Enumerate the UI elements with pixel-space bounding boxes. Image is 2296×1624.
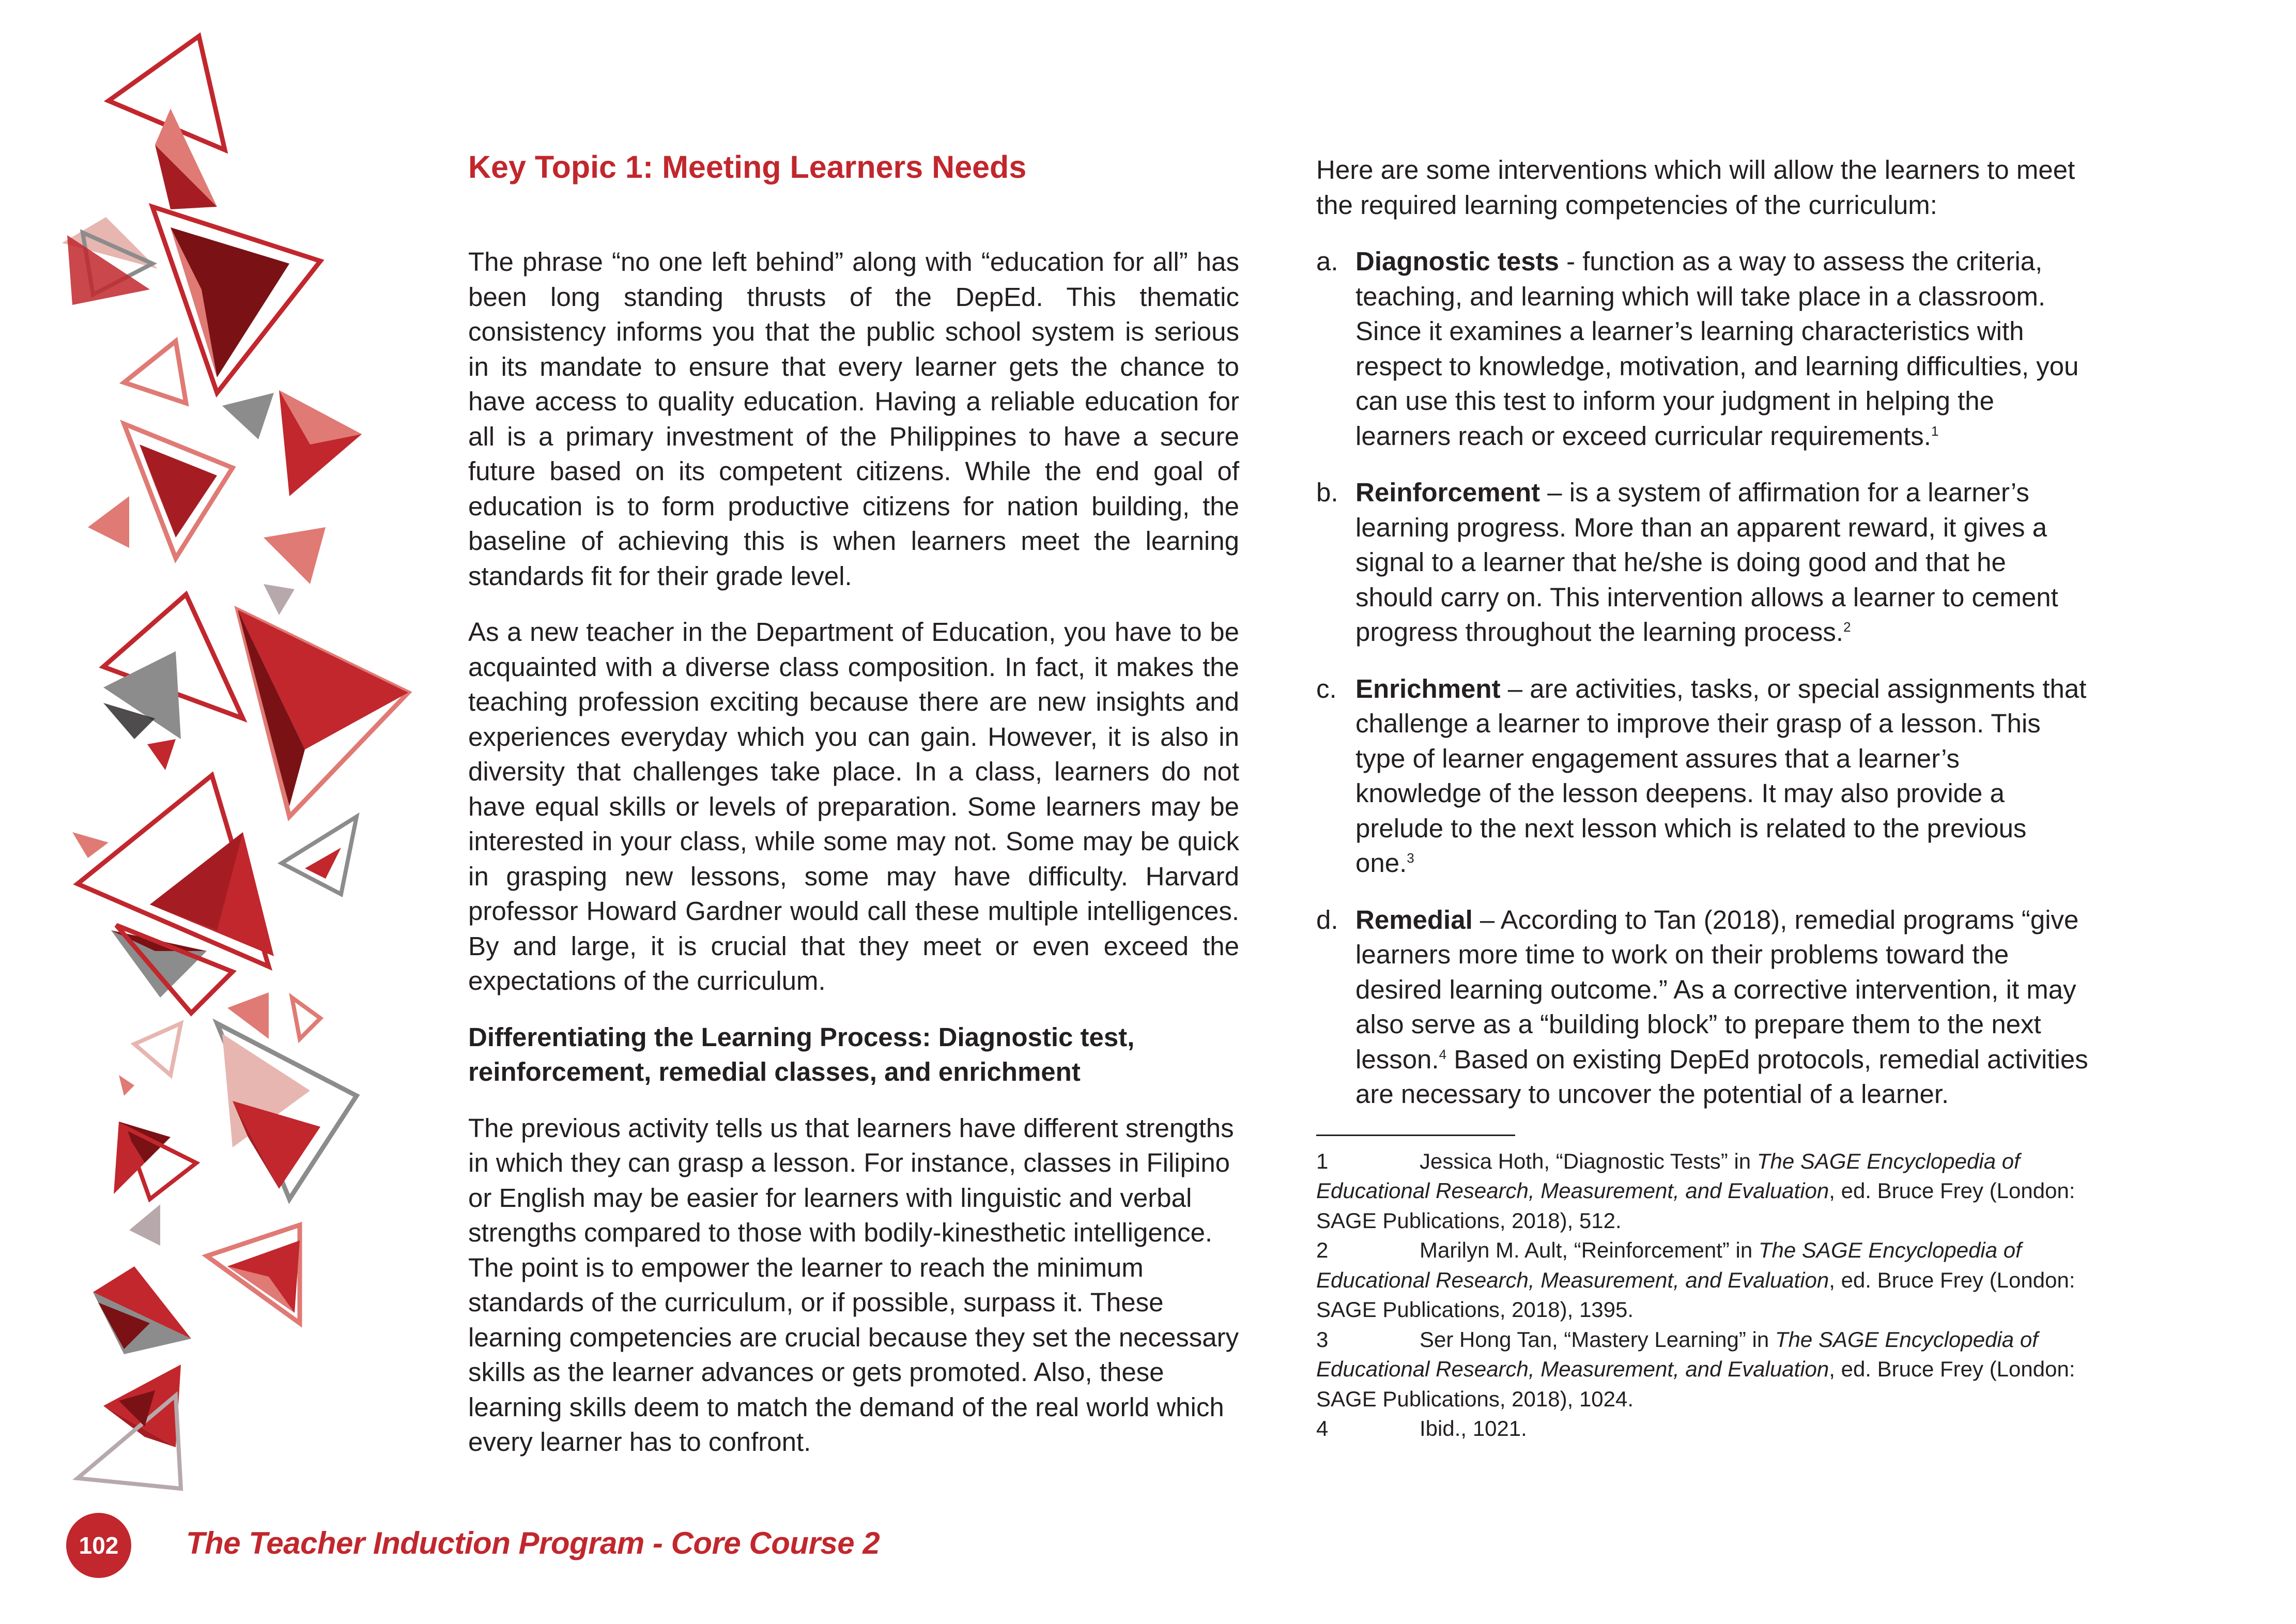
footnote-source-title: The SAGE Encyclopedia of Educational Research, Measurement, and Evaluation <box>1316 1148 2020 1203</box>
triangle-pattern-decoration <box>0 0 465 1624</box>
footnote-2 <box>1316 1235 2089 1325</box>
item-body <box>1355 902 2089 1112</box>
footnote-1 <box>1316 1146 2089 1236</box>
intervention-item-remedial <box>1316 902 2089 1112</box>
section-heading: Key Topic 1: Meeting Learners Needs <box>468 149 1027 185</box>
footnote-number: 1 <box>1316 1148 1329 1173</box>
interventions-intro: Here are some interventions which will allow the learners to meet the required learning competencies of the curriculum: <box>1316 155 2075 220</box>
footer-title: The Teacher Induction Program - Core Course 2 <box>186 1526 880 1560</box>
footnote-text: Ibid., 1021. <box>1420 1416 1527 1441</box>
footnote-number: 4 <box>1316 1416 1329 1441</box>
footnote-text: Ser Hong Tan, “Mastery Learning” in <box>1420 1327 1775 1352</box>
item-text: – is a system of affirmation for a learner’s learning progress. More than an apparent reward, it gives a signal to a learner that he/she is doing good and that he should carry on. This intervention allows a learner to cement progress throughout the learning process. <box>1355 478 2058 647</box>
item-text: – According to Tan (2018), remedial programs “give learners more time to work on their problems toward the desired learning outcome.” As a corrective intervention, it may also serve as a “building block” to prepare them to the next lesson. <box>1355 905 2079 1074</box>
paragraph-competencies: The previous activity tells us that learners have different strengths in which they can grasp a lesson. For instance, classes in Filipino or English may be easier for learners with linguistic and verbal strengths compared to those with bodily-kinesthetic intelligence. The point is to empower the learner to reach the minimum standards of the curriculum, or if possible, surpass it. These learning competencies are crucial because they set the necessary skills as the learner advances or gets promoted. Also, these learning skills deem to match the demand of the real world which every learner has to confront. <box>468 1113 1239 1457</box>
footnote-divider <box>1316 1135 1515 1136</box>
item-letter: a. <box>1316 247 1338 276</box>
item-term: Enrichment <box>1355 673 1501 703</box>
footnote-ref[interactable]: 3 <box>1407 850 1414 866</box>
paragraph-intro: The phrase “no one left behind” along with “education for all” has been long standing thrusts of the DepEd. This thematic consistency informs you that the public school system is serious in its mandate to ensure that every learner gets the chance to have access to quality education. Having a reliable education for all is a primary investment of the Philippines to have a secure future based on its competent citizens. While the end goal of education is to form productive citizens for nation building, the baseline of achieving this is when learners meet the learning standards fit for their grade level. <box>468 247 1239 591</box>
intervention-item-enrichment <box>1316 671 2089 881</box>
left-column <box>468 147 1239 1481</box>
intervention-item-diagnostic <box>1316 244 2089 453</box>
footnote-number: 2 <box>1316 1238 1329 1262</box>
footnote-source-title: The SAGE Encyclopedia of Educational Research, Measurement, and Evaluation <box>1316 1327 2038 1381</box>
item-letter: c. <box>1316 673 1337 703</box>
paragraph-diversity: As a new teacher in the Department of Education, you have to be acquainted with a diverse class composition. In fact, it makes the teaching profession exciting because there are new insights and experiences everyday which you can gain. However, it is also in diversity that challenges take place. In a class, learners do not have equal skills or levels of preparation. Some learners may be interested in your class, while some may not. Some may be quick in grasping new lessons, some may have difficulty. Harvard professor Howard Gardner would call these multiple intelligences. By and large, it is crucial that they meet or even exceed the expectations of the curriculum. <box>468 617 1239 995</box>
item-body <box>1355 475 2089 650</box>
intervention-item-reinforcement <box>1316 475 2089 650</box>
item-letter: b. <box>1316 478 1338 507</box>
right-column <box>1316 152 2089 1444</box>
footnote-text: Marilyn M. Ault, “Reinforcement” in <box>1420 1238 1759 1262</box>
item-body <box>1355 671 2089 881</box>
item-text: – are activities, tasks, or special assignments that challenge a learner to improve their grasp of a lesson. This type of learner engagement assures that a learner’s knowledge of the lesson deepens. It may also provide a prelude to the next lesson which is related to the previous one. <box>1355 673 2087 878</box>
footnote-ref[interactable]: 1 <box>1931 423 1939 439</box>
footnote-ref[interactable]: 4 <box>1439 1046 1447 1062</box>
item-term: Diagnostic tests <box>1355 247 1559 276</box>
item-letter: d. <box>1316 905 1338 934</box>
footnote-text: , ed. Bruce Frey (London: SAGE Publications, 2018), 512. <box>1316 1178 2075 1233</box>
footnote-3 <box>1316 1325 2089 1414</box>
item-term: Remedial <box>1355 905 1473 934</box>
footnote-ref[interactable]: 2 <box>1843 619 1851 635</box>
item-text: - function as a way to assess the criteria, teaching, and learning which will take place in a classroom. Since it examines a learner’s learning characteristics with respect to knowledge, motivation, and learning difficulties, you can use this test to inform your judgment in helping the learners reach or exceed curricular requirements. <box>1355 247 2079 451</box>
page-number-badge: 102 <box>66 1513 131 1578</box>
footnote-text: , ed. Bruce Frey (London: SAGE Publications, 2018), 1395. <box>1316 1267 2075 1322</box>
item-term: Reinforcement <box>1355 478 1540 507</box>
item-body <box>1355 244 2089 453</box>
subheading: Differentiating the Learning Process: Diagnostic test, reinforcement, remedial classes, and enrichment <box>468 1022 1135 1086</box>
item-text-cont: Based on existing DepEd protocols, remedial activities are necessary to uncover the potential of a learner. <box>1355 1044 2088 1109</box>
footnote-text: , ed. Bruce Frey (London: SAGE Publications, 2018), 1024. <box>1316 1357 2075 1411</box>
footnote-text: Jessica Hoth, “Diagnostic Tests” in <box>1420 1148 1757 1173</box>
footnote-number: 3 <box>1316 1327 1329 1352</box>
footnote-source-title: The SAGE Encyclopedia of Educational Research, Measurement, and Evaluation <box>1316 1238 2022 1292</box>
footnote-4 <box>1316 1414 2089 1444</box>
